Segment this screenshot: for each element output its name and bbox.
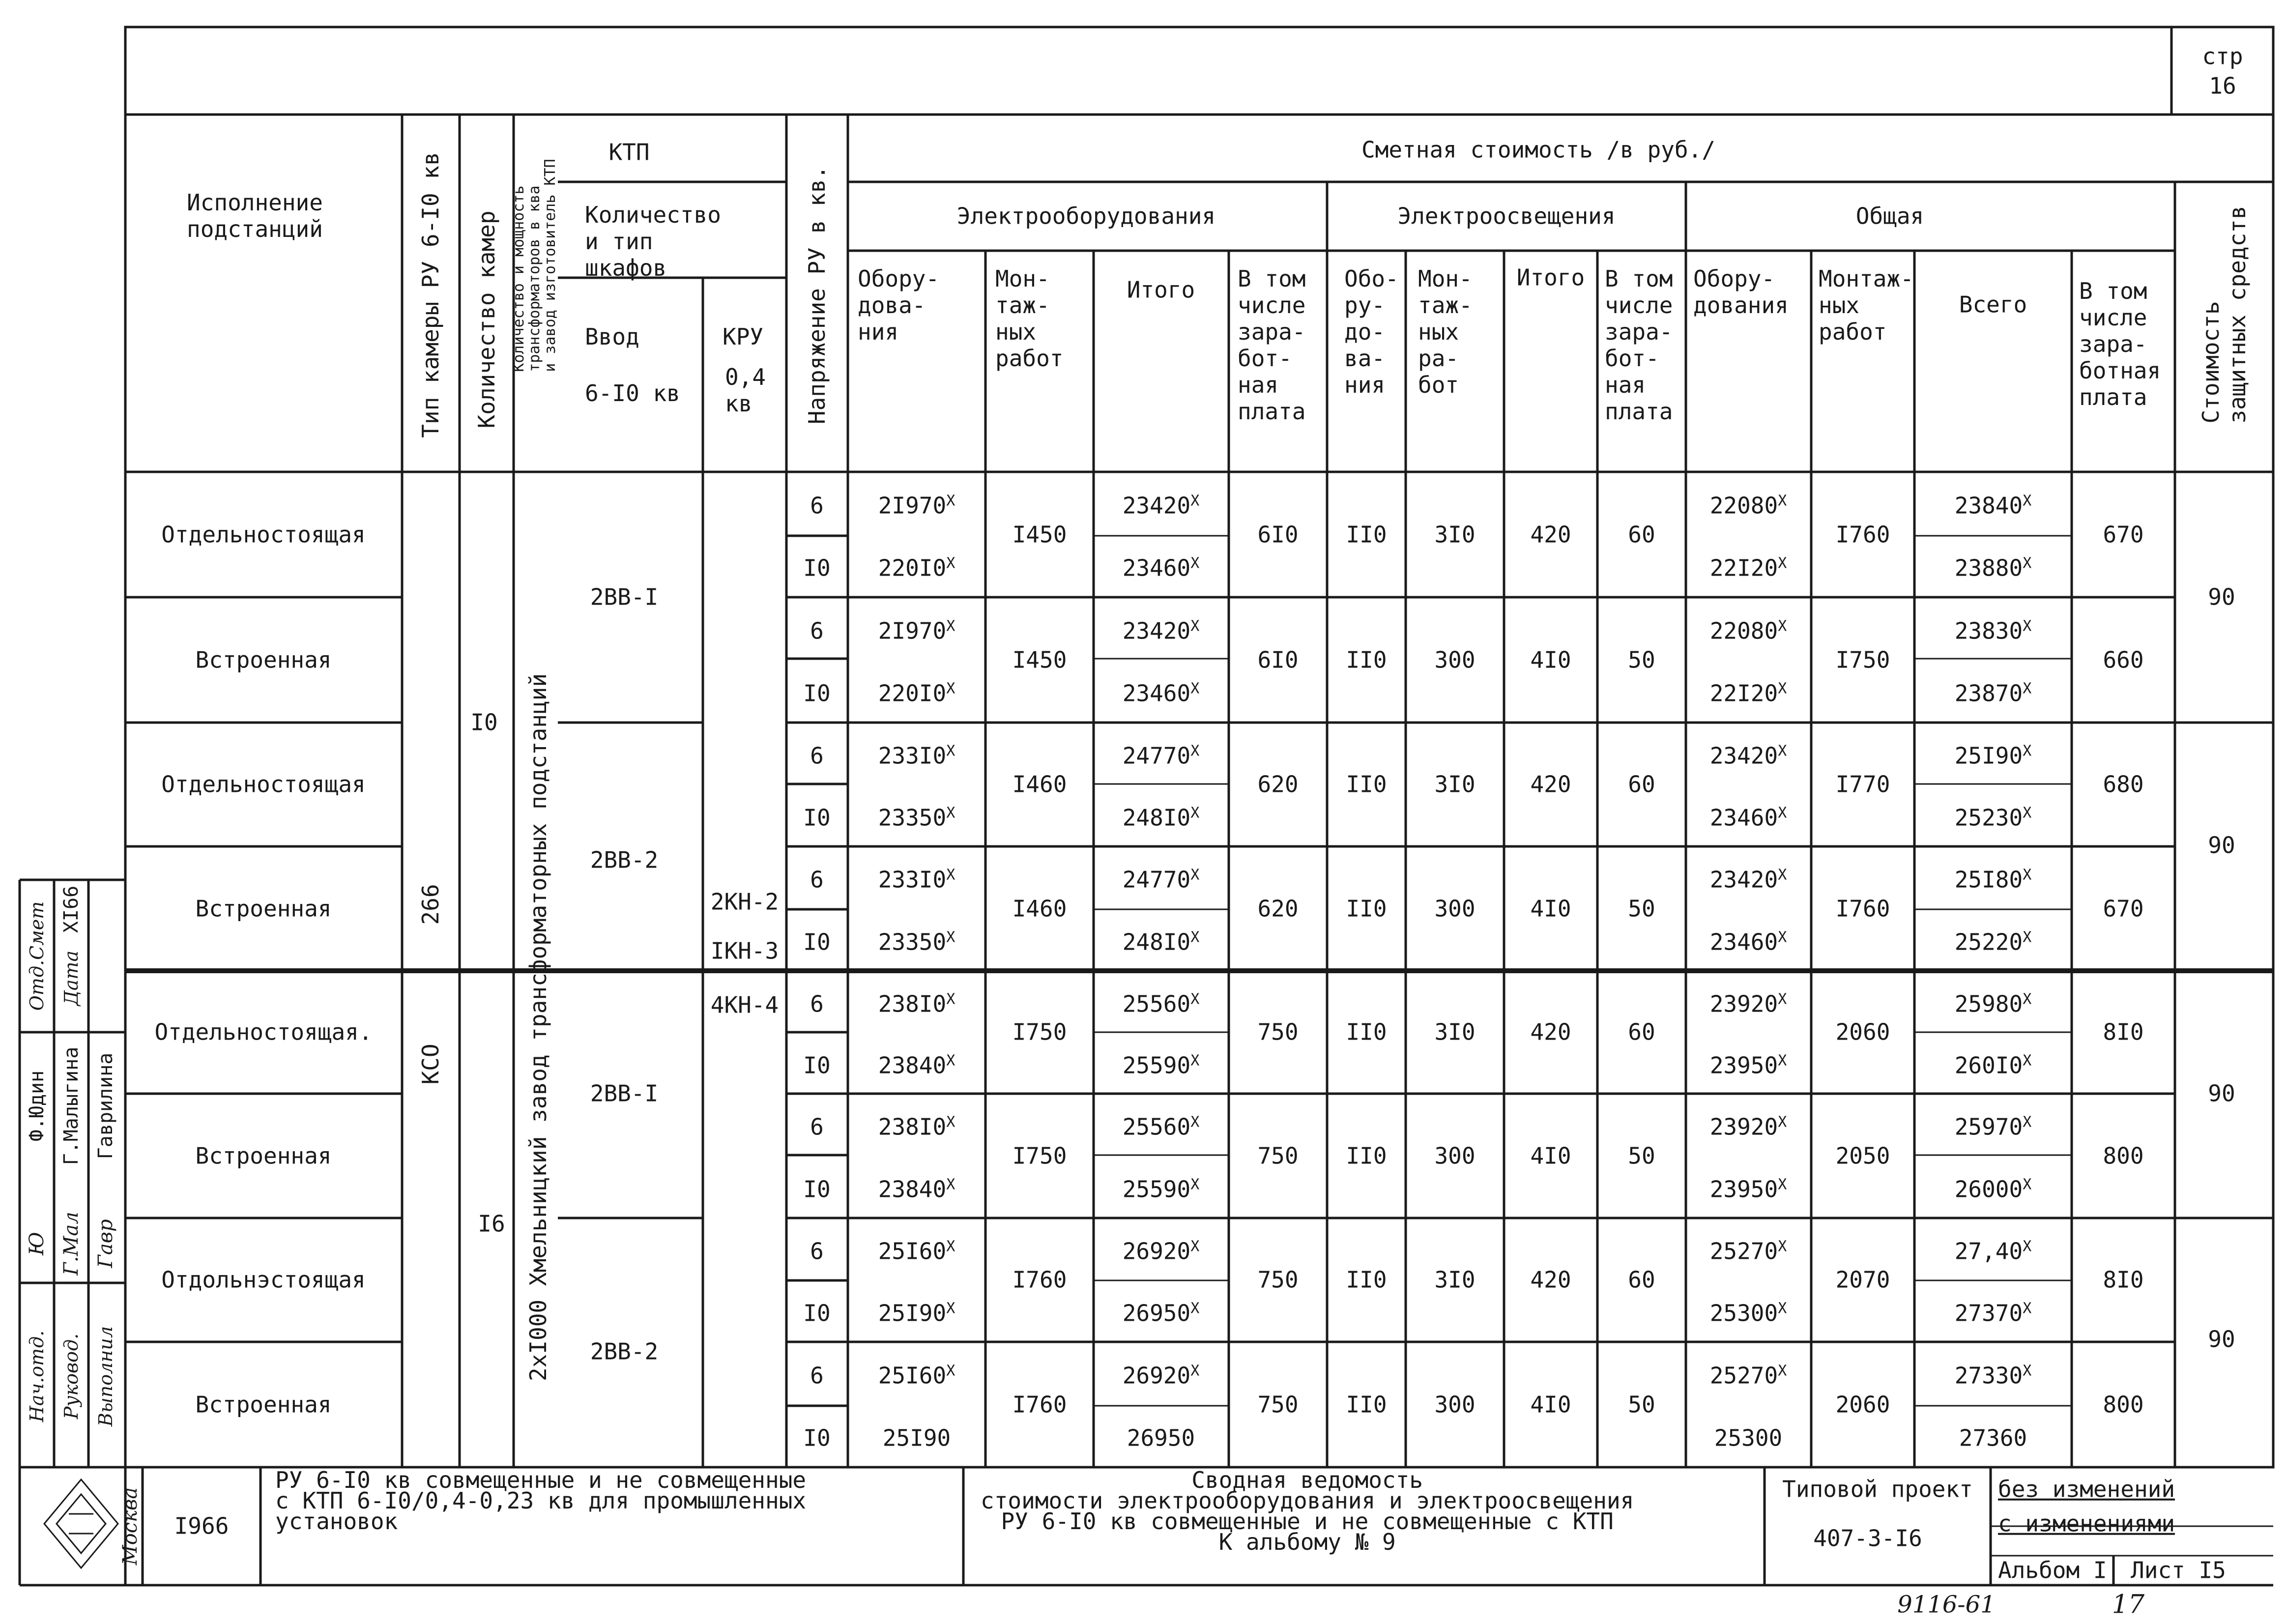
light-total: 420 — [1530, 1266, 1571, 1293]
light-wage: 60 — [1628, 771, 1655, 798]
light-total: 4I0 — [1530, 895, 1571, 922]
total-equipment: $23950^X$ — [1709, 1051, 1787, 1079]
x-mark: X — [946, 1362, 955, 1380]
x-mark: X — [946, 492, 955, 510]
x-mark: X — [2023, 1113, 2032, 1131]
plant: 2хI000 Хмельницкий завод трансформаторных подстанций — [525, 673, 551, 1382]
sub-to-wage: В том числе зара- ботная плата — [2079, 278, 2161, 410]
eq-wage: 620 — [1257, 771, 1299, 798]
light-equipment: II0 — [1346, 1391, 1387, 1418]
x-mark: X — [2023, 866, 2032, 884]
chamber-count-1: I0 — [470, 709, 498, 736]
x-mark: X — [2023, 928, 2032, 946]
light-total: 420 — [1530, 1018, 1571, 1045]
total-equipment: $25300^X$ — [1709, 1300, 1787, 1327]
total-sum: $25220^X$ — [1954, 928, 2032, 956]
protect-1: 90 — [2208, 583, 2235, 610]
header-el-equipment: Электрооборудования — [956, 203, 1216, 230]
header-kru-voltage: 0,4 кв — [725, 364, 766, 417]
eq-total: $25560^X$ — [1122, 1113, 1200, 1140]
voltage-6: 6 — [810, 617, 824, 644]
eq-total: $248I0^X$ — [1122, 804, 1200, 831]
total-install: I770 — [1835, 771, 1890, 798]
total-sum: $23870^X$ — [1954, 680, 2032, 707]
eq-total: $26950^X$ — [1122, 1300, 1200, 1327]
header-ktp: КТП — [608, 139, 650, 166]
year: I966 — [174, 1512, 229, 1539]
x-mark: X — [946, 617, 955, 635]
stamp-name-1: Ф.Юдин — [26, 1070, 48, 1142]
eq-equipment: 25I90 — [882, 1425, 951, 1452]
row-name: Отдольнэстоящая — [161, 1266, 366, 1293]
total-sum: $23830^X$ — [1954, 617, 2032, 644]
total-install: I750 — [1835, 646, 1890, 673]
row-name: Отдельностоящая — [161, 521, 366, 548]
eq-total: $248I0^X$ — [1122, 928, 1200, 956]
light-equipment: II0 — [1346, 521, 1387, 548]
x-mark: X — [1190, 1051, 1200, 1069]
eq-total: $23420^X$ — [1122, 617, 1200, 644]
header-total: Общая — [1855, 203, 1924, 230]
eq-total: $23460^X$ — [1122, 680, 1200, 707]
total-install: 2060 — [1835, 1391, 1890, 1418]
total-equipment: $23460^X$ — [1709, 804, 1787, 831]
total-sum: $27330^X$ — [1954, 1362, 2032, 1389]
light-equipment: II0 — [1346, 1018, 1387, 1045]
x-mark: X — [946, 866, 955, 884]
eq-equipment: $2I970^X$ — [878, 617, 955, 644]
total-equipment: $23420^X$ — [1709, 742, 1787, 769]
stamp-dept: Отд.Смет — [26, 901, 48, 1011]
x-mark: X — [2023, 1300, 2032, 1317]
x-mark: X — [946, 928, 955, 946]
total-equipment: $23420^X$ — [1709, 866, 1787, 893]
project-label: Типовой проект — [1782, 1476, 1973, 1503]
x-mark: X — [946, 990, 955, 1008]
stamp-date-label: Дата — [60, 950, 82, 1006]
stamp-signature-2: Г.Мал — [60, 1212, 83, 1276]
eq-total: $24770^X$ — [1122, 742, 1200, 769]
x-mark: X — [1778, 680, 1787, 697]
sheet: Лист I5 — [2131, 1557, 2226, 1584]
eq-install: I450 — [1012, 646, 1067, 673]
page-label: стр — [2202, 43, 2243, 70]
total-equipment: $25270^X$ — [1709, 1362, 1787, 1389]
stamp-role-3: Выполнил — [95, 1326, 116, 1427]
eq-equipment: $23840^X$ — [878, 1176, 955, 1203]
voltage-6: 6 — [810, 492, 824, 519]
total-install: 2070 — [1835, 1266, 1890, 1293]
sub-eq-total: Итого — [1127, 276, 1195, 303]
header-execution: Исполнение подстанций — [187, 189, 323, 242]
eq-equipment: $25I60^X$ — [878, 1238, 955, 1265]
eq-install: I750 — [1012, 1142, 1067, 1169]
light-equipment: II0 — [1346, 1142, 1387, 1169]
row-name: Отдельностоящая. — [154, 1018, 373, 1045]
total-sum: $23840^X$ — [1954, 492, 2032, 519]
row-name: Встроенная — [195, 1142, 332, 1169]
eq-total: $25590^X$ — [1122, 1176, 1200, 1203]
x-mark: X — [1190, 680, 1200, 697]
total-install: I760 — [1835, 895, 1890, 922]
eq-equipment: $233I0^X$ — [878, 742, 955, 769]
eq-total: 26950 — [1127, 1425, 1195, 1452]
x-mark: X — [1778, 1113, 1787, 1131]
light-wage: 50 — [1628, 1391, 1655, 1418]
light-wage: 60 — [1628, 1266, 1655, 1293]
total-sum: $25I80^X$ — [1954, 866, 2032, 893]
header-transformers: Количество и мощность трансформаторов в ква и завод изготовитель КТП — [510, 159, 559, 372]
header-kru: КРУ — [723, 323, 764, 350]
x-mark: X — [2023, 990, 2032, 1008]
voltage-6: 6 — [810, 1362, 824, 1389]
x-mark: X — [1190, 617, 1200, 635]
x-mark: X — [1190, 990, 1200, 1008]
city: Москва — [119, 1487, 142, 1566]
x-mark: X — [946, 1176, 955, 1193]
light-wage: 50 — [1628, 1142, 1655, 1169]
eq-equipment: $238I0^X$ — [878, 990, 955, 1017]
eq-install: I760 — [1012, 1266, 1067, 1293]
total-sum: $27,40^X$ — [1954, 1238, 2032, 1265]
light-total: 4I0 — [1530, 1391, 1571, 1418]
eq-wage: 750 — [1257, 1266, 1299, 1293]
status-changed: с изменениями — [1998, 1510, 2175, 1537]
page-number: 16 — [2209, 72, 2236, 99]
x-mark: X — [1778, 742, 1787, 760]
total-wage: 8I0 — [2103, 1266, 2144, 1293]
total-sum: 27360 — [1959, 1425, 2027, 1452]
x-mark: X — [1190, 1238, 1200, 1255]
light-install: 3I0 — [1434, 521, 1476, 548]
status-unchanged: без изменений — [1998, 1476, 2175, 1503]
total-wage: 8I0 — [2103, 1018, 2144, 1045]
x-mark: X — [1778, 1362, 1787, 1380]
sub-li-install: Мон- таж- ных ра- бот — [1418, 265, 1473, 398]
eq-total: $25560^X$ — [1122, 990, 1200, 1017]
eq-total: $26920^X$ — [1122, 1238, 1200, 1265]
x-mark: X — [1778, 617, 1787, 635]
x-mark: X — [1190, 492, 1200, 510]
total-sum: $25230^X$ — [1954, 804, 2032, 831]
total-equipment: $22I20^X$ — [1709, 554, 1787, 582]
total-sum: $26000^X$ — [1954, 1176, 2032, 1203]
protect-4: 90 — [2208, 1326, 2235, 1353]
voltage-10: I0 — [803, 555, 831, 582]
light-total: 420 — [1530, 771, 1571, 798]
voltage-6: 6 — [810, 1238, 824, 1265]
sub-li-wage: В том числе зара- бот- ная плата — [1605, 265, 1673, 425]
light-install: 300 — [1434, 1391, 1476, 1418]
header-chamber-type: Тип камеры РУ 6-I0 кв — [417, 152, 444, 438]
eq-install: I460 — [1012, 771, 1067, 798]
eq-equipment: $238I0^X$ — [878, 1113, 955, 1140]
project-number: 407-3-I6 — [1813, 1525, 1922, 1552]
eq-equipment: $2I970^X$ — [878, 492, 955, 519]
sub-to-equip: Обору- дования — [1693, 265, 1789, 319]
eq-equipment: $25I90^X$ — [878, 1300, 955, 1327]
row-name: Встроенная — [195, 646, 332, 673]
x-mark: X — [1778, 866, 1787, 884]
stamp-signature-1: Ю — [26, 1232, 48, 1255]
x-mark: X — [2023, 554, 2032, 572]
x-mark: X — [1778, 492, 1787, 510]
x-mark: X — [2023, 1238, 2032, 1255]
eq-equipment: $220I0^X$ — [878, 680, 955, 707]
header-estimate: Сметная стоимость /в руб./ — [1361, 136, 1716, 163]
light-wage: 60 — [1628, 1018, 1655, 1045]
protect-3: 90 — [2208, 1080, 2235, 1107]
voltage-10: I0 — [803, 928, 831, 956]
light-install: 3I0 — [1434, 1266, 1476, 1293]
total-equipment: $22I20^X$ — [1709, 680, 1787, 707]
x-mark: X — [1190, 866, 1200, 884]
total-install: 2050 — [1835, 1142, 1890, 1169]
eq-equipment: $23840^X$ — [878, 1051, 955, 1079]
x-mark: X — [1778, 554, 1787, 572]
input-4: 2ВВ-2 — [590, 1338, 659, 1365]
light-install: 3I0 — [1434, 771, 1476, 798]
eq-equipment: $220I0^X$ — [878, 554, 955, 582]
total-wage: 680 — [2103, 771, 2144, 798]
voltage-10: I0 — [803, 1300, 831, 1327]
header-voltage: Напряжение РУ в кв. — [804, 165, 830, 425]
x-mark: X — [2023, 1176, 2032, 1193]
album: Альбом I — [1998, 1557, 2107, 1584]
chamber-count-2: I6 — [478, 1210, 505, 1237]
stamp-role-1: Нач.отд. — [26, 1330, 48, 1422]
total-equipment: $22080^X$ — [1709, 617, 1787, 644]
eq-equipment: $25I60^X$ — [878, 1362, 955, 1389]
header-input: Ввод — [585, 323, 639, 350]
eq-wage: 750 — [1257, 1018, 1299, 1045]
x-mark: X — [1190, 1176, 1200, 1193]
total-sum: $25970^X$ — [1954, 1113, 2032, 1140]
sub-li-total: Итого — [1516, 264, 1585, 291]
light-install: 300 — [1434, 646, 1476, 673]
light-total: 4I0 — [1530, 1142, 1571, 1169]
voltage-6: 6 — [810, 990, 824, 1017]
row-name: Встроенная — [195, 1391, 332, 1418]
x-mark: X — [1190, 1362, 1200, 1380]
eq-install: I750 — [1012, 1018, 1067, 1045]
total-sum: $260I0^X$ — [1954, 1051, 2032, 1079]
x-mark: X — [2023, 617, 2032, 635]
eq-install: I450 — [1012, 521, 1067, 548]
total-sum: $23880^X$ — [1954, 554, 2032, 582]
sub-to-install: Монтаж- ных работ — [1819, 265, 1914, 345]
light-wage: 60 — [1628, 521, 1655, 548]
light-total: 4I0 — [1530, 646, 1571, 673]
total-equipment: $23920^X$ — [1709, 1113, 1787, 1140]
voltage-6: 6 — [810, 867, 824, 893]
voltage-10: I0 — [803, 804, 831, 831]
kru-1: 2КН-2 — [710, 888, 779, 915]
eq-wage: 750 — [1257, 1391, 1299, 1418]
voltage-10: I0 — [803, 1176, 831, 1203]
input-1: 2ВВ-I — [590, 583, 659, 610]
header-cabinets: Количество и тип шкафов — [585, 202, 721, 281]
header-el-lighting: Электроосвещения — [1397, 203, 1616, 230]
x-mark: X — [1778, 1051, 1787, 1069]
bottom-number-2: 17 — [2112, 1590, 2145, 1620]
input-2: 2ВВ-2 — [590, 846, 659, 873]
eq-wage: 6I0 — [1257, 646, 1299, 673]
total-install: I760 — [1835, 521, 1890, 548]
eq-wage: 750 — [1257, 1142, 1299, 1169]
sub-eq-equip: Обору- дова- ния — [858, 265, 940, 345]
total-equipment: $22080^X$ — [1709, 492, 1787, 519]
total-wage: 670 — [2103, 895, 2144, 922]
eq-install: I760 — [1012, 1391, 1067, 1418]
total-equipment: $23460^X$ — [1709, 928, 1787, 956]
header-chamber-count: Количество камер — [473, 210, 500, 429]
protect-2: 90 — [2208, 832, 2235, 859]
x-mark: X — [1190, 742, 1200, 760]
total-sum: $25I90^X$ — [1954, 742, 2032, 769]
voltage-6: 6 — [810, 1114, 824, 1140]
total-equipment: $23950^X$ — [1709, 1176, 1787, 1203]
bottom-number: 9116-61 — [1897, 1591, 1996, 1619]
light-install: 300 — [1434, 1142, 1476, 1169]
x-mark: X — [1190, 928, 1200, 946]
x-mark: X — [1778, 804, 1787, 822]
eq-wage: 6I0 — [1257, 521, 1299, 548]
eq-equipment: $233I0^X$ — [878, 866, 955, 893]
total-install: 2060 — [1835, 1018, 1890, 1045]
x-mark: X — [1190, 1300, 1200, 1317]
stamp-name-3: Гаврилина — [94, 1052, 117, 1160]
eq-total: $23460^X$ — [1122, 554, 1200, 582]
total-sum: $27370^X$ — [1954, 1300, 2032, 1327]
kru-3: 4КН-4 — [710, 991, 779, 1018]
x-mark: X — [1778, 990, 1787, 1008]
x-mark: X — [946, 742, 955, 760]
header-protective: Стоимость защитных средств — [2198, 205, 2251, 424]
x-mark: X — [946, 1300, 955, 1317]
stamp-name-2: Г.Малыгина — [60, 1046, 83, 1165]
chamber-266: 266 — [417, 884, 444, 925]
total-equipment: 25300 — [1714, 1425, 1783, 1452]
x-mark: X — [1778, 928, 1787, 946]
x-mark: X — [2023, 804, 2032, 822]
x-mark: X — [1190, 1113, 1200, 1131]
eq-equipment: $23350^X$ — [878, 804, 955, 831]
input-3: 2ВВ-I — [590, 1080, 659, 1107]
voltage-10: I0 — [803, 680, 831, 707]
voltage-10: I0 — [803, 1425, 831, 1452]
x-mark: X — [946, 1113, 955, 1131]
x-mark: X — [2023, 742, 2032, 760]
row-name: Встроенная — [195, 895, 332, 922]
x-mark: X — [946, 1238, 955, 1255]
total-wage: 670 — [2103, 521, 2144, 548]
x-mark: X — [1778, 1238, 1787, 1255]
light-wage: 50 — [1628, 895, 1655, 922]
light-equipment: II0 — [1346, 1266, 1387, 1293]
total-wage: 800 — [2103, 1391, 2144, 1418]
eq-total: $25590^X$ — [1122, 1051, 1200, 1079]
x-mark: X — [946, 1051, 955, 1069]
desc-left: РУ 6-I0 кв совмещенные и не совмещенные с КТП 6-I0/0,4-0,23 кв для промышленных установок — [275, 1467, 807, 1535]
light-total: 420 — [1530, 521, 1571, 548]
logo-icon — [44, 1479, 118, 1568]
x-mark: X — [1190, 804, 1200, 822]
voltage-6: 6 — [810, 742, 824, 769]
x-mark: X — [946, 680, 955, 697]
light-equipment: II0 — [1346, 771, 1387, 798]
total-sum: $25980^X$ — [1954, 990, 2032, 1017]
light-equipment: II0 — [1346, 646, 1387, 673]
eq-total: $23420^X$ — [1122, 492, 1200, 519]
x-mark: X — [1778, 1300, 1787, 1317]
header-input-voltage: 6-I0 кв — [585, 380, 680, 406]
x-mark: X — [1778, 1176, 1787, 1193]
sub-li-equip: Обо- ру- до- ва- ния — [1344, 265, 1399, 398]
sub-eq-install: Мон- таж- ных работ — [995, 265, 1064, 372]
light-install: 300 — [1434, 895, 1476, 922]
total-wage: 800 — [2103, 1142, 2144, 1169]
x-mark: X — [946, 804, 955, 822]
eq-equipment: $23350^X$ — [878, 928, 955, 956]
sub-eq-wage: В том числе зара- бот- ная плата — [1238, 265, 1306, 425]
stamp-role-2: Руковод. — [60, 1333, 82, 1420]
eq-wage: 620 — [1257, 895, 1299, 922]
x-mark: X — [2023, 492, 2032, 510]
desc-center: Сводная ведомость стоимости электрооборудования и электроосвещения РУ 6-I0 кв совмещенные и не совмещенные с КТП К альбому № 9 — [981, 1467, 1634, 1555]
chamber-type: КСО — [417, 1044, 444, 1085]
x-mark: X — [2023, 1362, 2032, 1380]
total-equipment: $23920^X$ — [1709, 990, 1787, 1017]
x-mark: X — [2023, 680, 2032, 697]
row-name: Отдельностоящая — [161, 771, 366, 798]
stamp-date: XI66 — [60, 885, 83, 933]
voltage-10: I0 — [803, 1052, 831, 1079]
eq-total: $26920^X$ — [1122, 1362, 1200, 1389]
light-equipment: II0 — [1346, 895, 1387, 922]
x-mark: X — [2023, 1051, 2032, 1069]
total-equipment: $25270^X$ — [1709, 1238, 1787, 1265]
total-wage: 660 — [2103, 646, 2144, 673]
light-wage: 50 — [1628, 646, 1655, 673]
eq-install: I460 — [1012, 895, 1067, 922]
x-mark: X — [946, 554, 955, 572]
kru-2: IКН-3 — [710, 937, 779, 964]
eq-total: $24770^X$ — [1122, 866, 1200, 893]
stamp-signature-3: Гавр — [94, 1219, 117, 1268]
light-install: 3I0 — [1434, 1018, 1476, 1045]
x-mark: X — [1190, 554, 1200, 572]
sub-to-total: Всего — [1959, 291, 2027, 318]
